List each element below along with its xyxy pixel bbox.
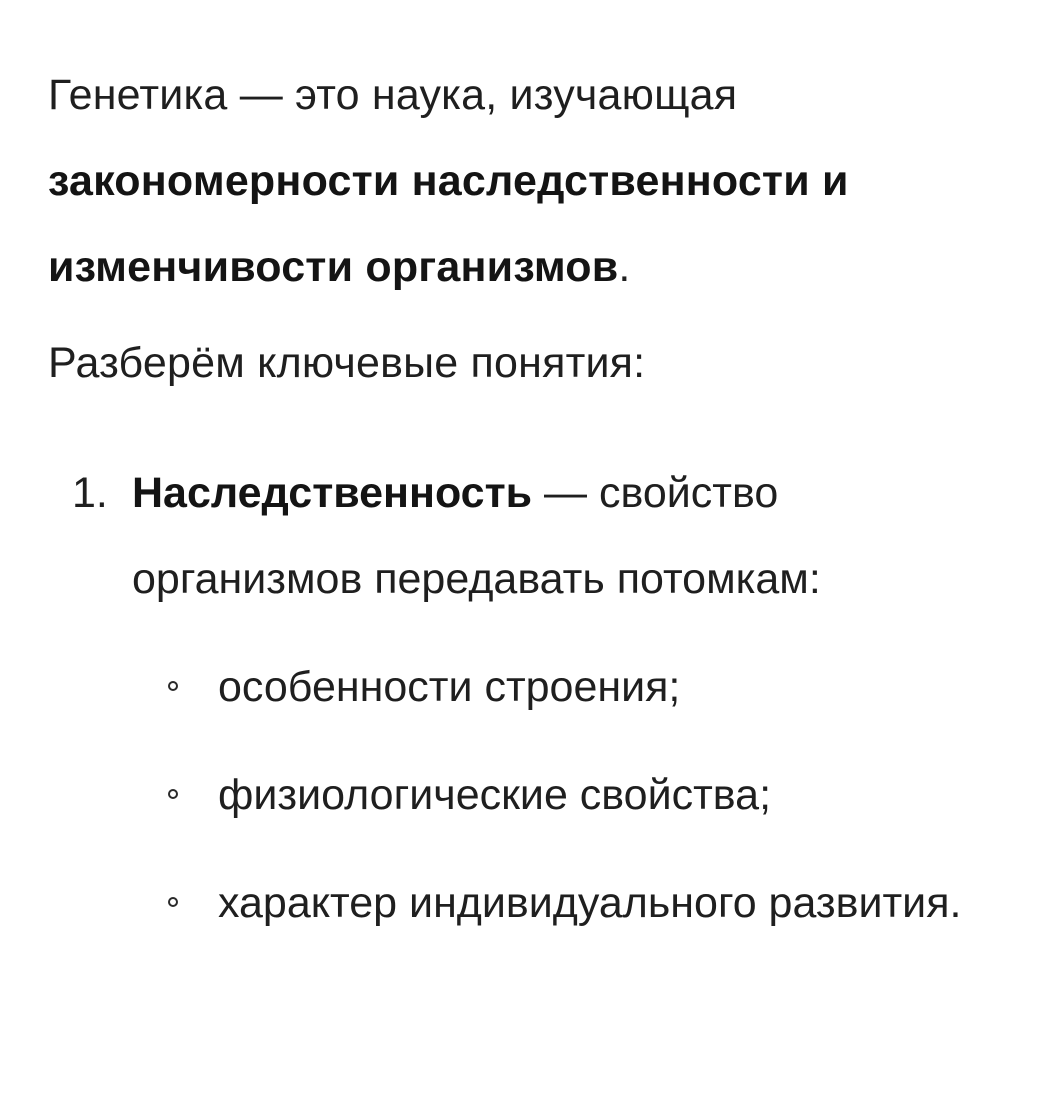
sub-item-text: физиологические свойства; (218, 771, 772, 819)
list-item (48, 450, 1008, 946)
intro-suffix: . (618, 243, 631, 291)
sub-list (132, 644, 1008, 946)
circle-bullet-icon (168, 897, 178, 907)
concepts-list (48, 450, 1008, 946)
sub-list-item (132, 752, 1008, 838)
article-content (48, 52, 1008, 968)
sub-item-text: особенности строения; (218, 663, 681, 711)
intro-paragraph (48, 52, 1008, 310)
intro-prefix: Генетика — это наука, изучающая (48, 71, 738, 119)
circle-bullet-icon (168, 789, 178, 799)
sub-list-item (132, 644, 1008, 730)
concept-term: Наследственность (132, 469, 533, 517)
intro-bold-term: закономерности наследственности и изменчивости организмов (48, 157, 849, 291)
circle-bullet-icon (168, 681, 178, 691)
list-number: 1. (72, 469, 108, 517)
lead-paragraph: Разберём ключевые понятия: (48, 339, 646, 387)
concept-definition: — свойство организмов передавать потомкам: (132, 469, 821, 603)
sub-list-item (132, 860, 1008, 946)
sub-item-text: характер индивидуального развития. (218, 879, 962, 927)
